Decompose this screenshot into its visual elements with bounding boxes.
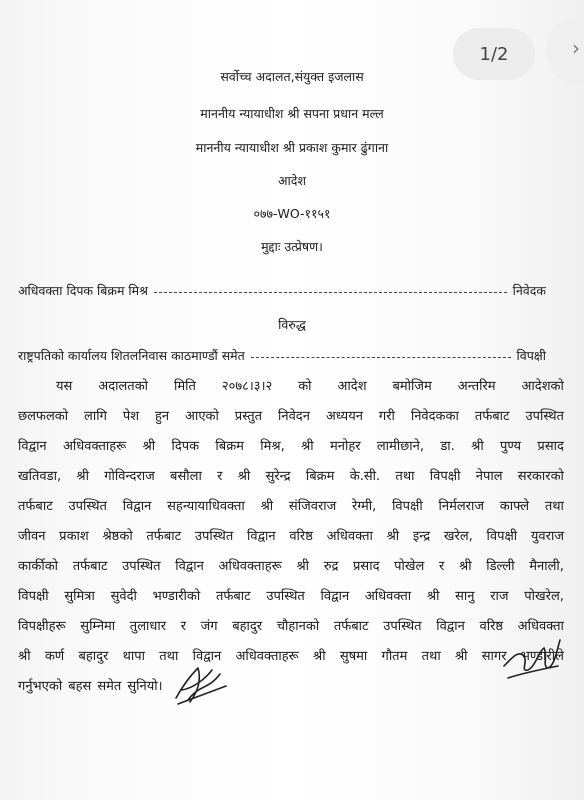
body-word: सुरेन्द्र <box>265 469 291 484</box>
body-word: तथा <box>395 469 415 484</box>
body-line <box>56 376 564 394</box>
body-word: विपक्षी <box>18 589 49 604</box>
body-word: बसौला <box>170 469 202 484</box>
body-word: अन्तरिम <box>457 379 496 394</box>
order-title: आदेश <box>278 173 306 188</box>
body-word: मिश्र, <box>260 439 285 454</box>
petitioner-name: अधिवक्ता दिपक बिक्रम मिश्र <box>18 283 148 298</box>
body-word: विपक्षी <box>429 469 461 484</box>
body-word: रेग्मी, <box>352 499 377 514</box>
body-line <box>18 586 564 604</box>
body-word: विद्वान <box>192 649 222 664</box>
body-word: सरकारको <box>517 469 564 484</box>
body-word: श्री <box>471 439 484 454</box>
body-word: लामीछाने, <box>376 439 425 454</box>
body-word: उपस्थित <box>383 619 422 634</box>
body-word: श्री <box>18 649 31 664</box>
respondent-line <box>18 347 546 364</box>
petitioner-role: निवेदक <box>512 283 546 298</box>
body-word: युवराज <box>530 529 564 544</box>
body-word: वरिष्ठ <box>289 529 313 544</box>
body-word: विद्वान <box>122 499 152 514</box>
body-word: यस <box>56 379 73 394</box>
body-word: अधिवक्ताहरू <box>218 559 282 574</box>
respondent-name: राष्ट्रपतिको कार्यालय शितलनिवास काठमाण्डौं समेत <box>18 348 245 363</box>
judge-1: माननीय न्यायाधीश श्री सपना प्रधान मल्ल <box>200 106 384 121</box>
body-word: मैनाली, <box>529 559 564 574</box>
body-word: निर्मलराज <box>438 499 485 514</box>
body-word: श्री <box>237 469 251 484</box>
body-word: अदालतको <box>98 379 149 394</box>
body-word: आएको <box>185 409 219 424</box>
body-word: मनोहर <box>329 439 361 454</box>
body-word: विपक्षीहरू <box>18 619 66 634</box>
body-word: बिक्रम <box>215 439 244 454</box>
body-word: पेश <box>122 409 140 424</box>
body-word: बहादुर <box>78 649 109 664</box>
body-word: विद्वान <box>18 439 47 454</box>
body-word: र <box>180 619 187 634</box>
signature-right <box>498 626 568 686</box>
body-word: विपक्षी <box>392 499 423 514</box>
body-word: थापा <box>122 649 146 664</box>
respondent-role: विपक्षी <box>516 348 546 363</box>
body-word: प्रसाद <box>537 439 564 454</box>
body-word: कार्कीको <box>18 559 59 574</box>
body-word: निवेदकका <box>410 409 459 424</box>
body-word: खतिवडा, <box>18 469 62 484</box>
body-word: बहादुर <box>232 619 263 634</box>
body-word: उपस्थित <box>194 529 234 544</box>
body-word: संजिवराज <box>288 499 337 514</box>
body-word: खरेल, <box>443 529 473 544</box>
body-word: आदेशको <box>521 379 564 394</box>
body-word: श्री <box>301 439 314 454</box>
body-word: तर्फबाट <box>72 559 108 574</box>
body-word: जंग <box>200 619 218 634</box>
body-word: अधिवक्ताहरू <box>235 649 299 664</box>
body-word: श्रेष्ठको <box>102 529 133 544</box>
body-word: सुमित्रा <box>64 589 95 604</box>
body-line <box>18 436 564 454</box>
body-word: श्री <box>426 589 440 604</box>
body-word: हुन <box>155 409 170 424</box>
body-word: काफ्ले <box>499 499 530 514</box>
body-word: तर्फबाट <box>333 619 369 634</box>
court-title: सर्वोच्च अदालत,संयुक्त इजलास <box>220 69 364 84</box>
body-word: उपस्थित <box>122 559 161 574</box>
body-word: विद्वान <box>320 589 350 604</box>
body-word: वरिष्ठ <box>479 619 504 634</box>
dashed-leader <box>154 292 507 293</box>
body-word: अध्ययन <box>325 409 363 424</box>
body-word: डा. <box>440 439 455 454</box>
body-word: उपस्थित <box>525 409 564 424</box>
body-word: तथा <box>544 499 564 514</box>
body-word: दिपक <box>171 439 200 454</box>
body-word: श्री <box>260 499 274 514</box>
body-word: राज <box>490 589 509 604</box>
body-word: भण्डारीको <box>152 589 201 604</box>
judge-2: माननीय न्यायाधीश श्री प्रकाश कुमार ढुंगाना <box>195 140 389 155</box>
body-word: नेपाल <box>475 469 503 484</box>
body-word: पुण्य <box>500 439 522 454</box>
body-word: रुद्र <box>323 559 339 574</box>
body-word: विपक्षी <box>486 529 518 544</box>
body-word: प्रसाद <box>353 559 380 574</box>
body-word: उपस्थित <box>68 499 107 514</box>
body-word: र <box>217 469 223 484</box>
body-word: श्री <box>454 649 468 664</box>
body-word: श्री <box>76 469 89 484</box>
body-word: श्री <box>459 559 472 574</box>
body-word: तर्फबाट <box>474 409 510 424</box>
body-word: बहस <box>68 679 92 694</box>
body-word: भण्डारीले <box>520 649 564 664</box>
signature-left <box>168 660 238 708</box>
body-word: तर्फबाट <box>146 529 182 544</box>
body-word: श्री <box>313 649 326 664</box>
petitioner-line <box>18 282 546 299</box>
body-word: विद्वान <box>175 559 204 574</box>
body-word: पोखरेल, <box>524 589 564 604</box>
body-word: सागर <box>481 649 507 664</box>
body-word: र <box>439 559 445 574</box>
body-word: गौतम <box>381 649 408 664</box>
body-line <box>18 646 564 664</box>
body-word: २०७८।३।२ <box>221 379 273 394</box>
body-word: के.सी. <box>349 469 381 484</box>
body-word: सानु <box>455 589 475 604</box>
body-word: बमोजिम <box>392 379 432 394</box>
body-word: तथा <box>421 649 441 664</box>
body-word: अधिवक्ता <box>326 529 373 544</box>
body-word: श्री <box>142 439 156 454</box>
body-word: विद्वान <box>436 619 465 634</box>
body-word: तर्फबाट <box>18 499 53 514</box>
body-word: अधिवक्ता <box>364 589 412 604</box>
body-word: सुनियो। <box>127 679 163 694</box>
body-word: श्री <box>386 529 400 544</box>
body-word: लागि <box>84 409 107 424</box>
body-word: बिक्रम <box>305 469 335 484</box>
body-word: छलफलको <box>18 409 69 424</box>
body-word: को <box>298 379 312 394</box>
body-word: गोविन्दराज <box>104 469 155 484</box>
body-word: प्रस्तुत <box>234 409 263 424</box>
body-word: निवेदन <box>278 409 310 424</box>
body-word: जीवन <box>18 529 46 544</box>
chevron-right-icon[interactable]: › <box>572 36 580 60</box>
case-subject: मुद्दाः उत्प्रेषण। <box>261 239 323 254</box>
body-word: सुवेदी <box>110 589 137 604</box>
body-word: प्रकाश <box>59 529 89 544</box>
body-word: चौहानको <box>276 619 320 634</box>
body-word: तुलाधार <box>129 619 167 634</box>
body-word: सहन्यायाधिवक्ता <box>167 499 245 514</box>
body-word: सुषमा <box>339 649 368 664</box>
body-line <box>18 616 564 634</box>
body-word: गरी <box>378 409 395 424</box>
versus-heading: विरुद्ध <box>278 317 306 332</box>
body-line <box>18 406 564 424</box>
body-line <box>18 526 564 544</box>
body-line <box>18 556 564 574</box>
body-line <box>18 466 564 484</box>
body-word: मिति <box>173 379 196 394</box>
body-word: डिल्ली <box>486 559 515 574</box>
body-word: श्री <box>296 559 310 574</box>
body-word: तथा <box>159 649 179 664</box>
body-word: इन्द्र <box>412 529 431 544</box>
body-word: कर्ण <box>44 649 65 664</box>
body-word: आदेश <box>337 379 367 394</box>
body-word: गर्नुभएको <box>18 679 63 694</box>
dashed-leader <box>251 357 511 358</box>
body-word: अधिवक्ताहरू <box>62 439 127 454</box>
body-word: विद्वान <box>246 529 276 544</box>
body-word: अधिवक्ता <box>517 619 564 634</box>
body-word: उपस्थित <box>266 589 305 604</box>
body-word: तर्फबाट <box>215 589 251 604</box>
body-word: समेत <box>97 679 122 694</box>
body-word: सुम्निमा <box>80 619 116 634</box>
body-line <box>18 676 564 694</box>
body-line <box>18 496 564 514</box>
page-indicator: 1/2 <box>453 28 535 80</box>
case-number: ०७७-WO-११५१ <box>253 206 331 221</box>
body-word: पोखेल <box>394 559 425 574</box>
